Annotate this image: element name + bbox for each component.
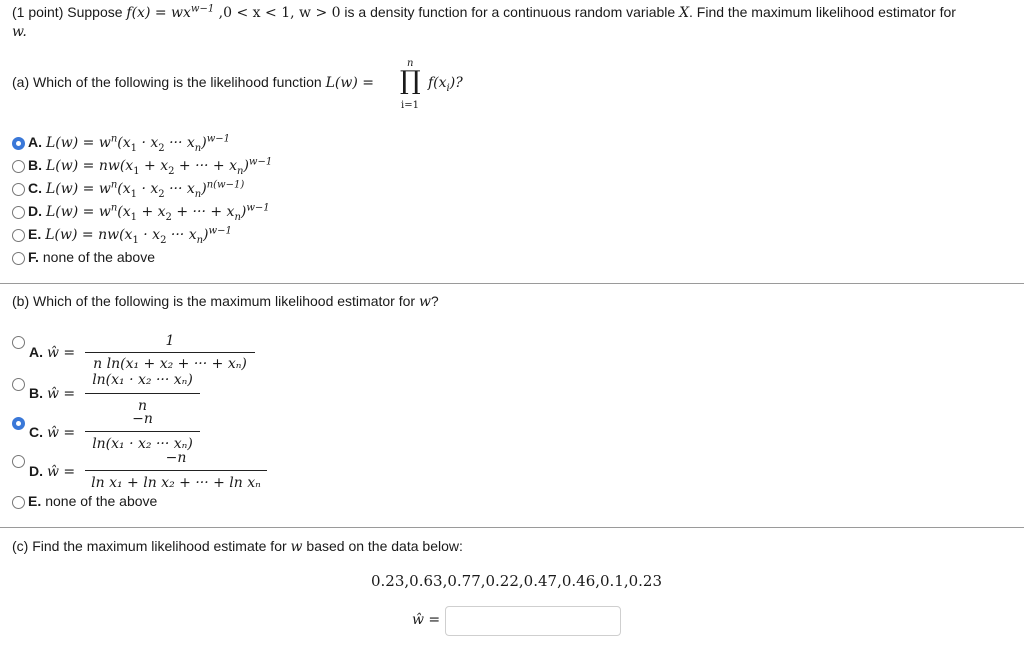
radio-button[interactable] <box>12 496 25 509</box>
radio-button[interactable] <box>12 455 25 468</box>
part-a-option-c[interactable]: C. $L(w) = w^n(x_1 \cdot x_2$ ··· $x_n)^{n(w-1)}$ <box>12 180 244 197</box>
radio-button[interactable] <box>12 160 25 173</box>
fraction-numerator: ln(x₁ · x₂ ··· xₙ) <box>92 372 193 388</box>
part-b-question: (b) Which of the following is the maximum likelihood estimator for w? <box>12 293 439 310</box>
option-letter: B. ŵ = <box>29 385 76 402</box>
divider <box>0 527 1024 528</box>
radio-button[interactable] <box>12 229 25 242</box>
option-letter: C. ŵ = <box>29 424 76 441</box>
data-values: 0.23,0.63,0.77,0.22,0.47,0.46,0.1,0.23 <box>371 572 663 590</box>
fraction-bar <box>85 393 200 394</box>
fraction-denominator: ln(x₁ · x₂ ··· xₙ) <box>92 436 193 452</box>
part-a-option-a[interactable]: A. $L(w) = w^n(x_1 \cdot x_2$ ··· $x_n)^{w-1}$ <box>12 134 230 151</box>
fraction-numerator: −n <box>132 411 153 427</box>
fraction-bar <box>85 352 255 353</box>
option-letter: D. ŵ = <box>29 463 76 480</box>
problem-statement: (1 point) Suppose $f(x) = wx^{w-1}$ ,0 < x < 1, w > 0 is a density function for a continuous random variable X. Find the maximum likelihood estimator for <box>12 3 956 21</box>
product-symbol: ∏ <box>400 66 421 96</box>
radio-button[interactable] <box>12 252 25 265</box>
answer-input[interactable] <box>445 606 621 636</box>
answer-label: ŵ = <box>412 612 441 628</box>
fraction-denominator: ln x₁ + ln x₂ + ··· + ln xₙ <box>91 475 261 491</box>
fraction-bar <box>85 470 267 471</box>
part-a-option-b[interactable]: B. $L(w) = nw(x_1 + x_2$ + ··· + $x_n)^{w-1}$ <box>12 157 272 174</box>
fraction-denominator: n ln(x₁ + x₂ + ··· + xₙ) <box>93 356 247 372</box>
radio-button[interactable] <box>12 417 25 430</box>
part-a-option-d[interactable]: D. $L(w) = w^n(x_1 + x_2$ + ··· + $x_n)^{w-1}$ <box>12 203 270 220</box>
fraction-numerator: 1 <box>165 333 175 349</box>
fraction-numerator: −n <box>165 450 187 466</box>
part-a-option-f[interactable]: F. none of the above <box>12 249 155 265</box>
radio-button[interactable] <box>12 137 25 150</box>
option-letter: A. ŵ = <box>29 344 76 361</box>
problem-statement-line2: w. <box>12 24 27 40</box>
part-a-question: (a) Which of the following is the likelihood function L(w) = <box>12 74 374 91</box>
product-upper-limit: n <box>407 58 414 69</box>
radio-button[interactable] <box>12 206 25 219</box>
fraction-denominator: n <box>137 398 148 414</box>
radio-button[interactable] <box>12 336 25 349</box>
divider <box>0 283 1024 284</box>
part-a-option-e[interactable]: E. $L(w) = nw(x_1 \cdot x_2$ ··· $x_n)^{w-1}$ <box>12 226 232 243</box>
fraction-bar <box>85 431 200 432</box>
product-lower-limit: i=1 <box>401 100 419 111</box>
part-c-question: (c) Find the maximum likelihood estimate for w based on the data below: <box>12 538 463 555</box>
radio-button[interactable] <box>12 378 25 391</box>
radio-button[interactable] <box>12 183 25 196</box>
part-b-option-e[interactable]: E. none of the above <box>12 493 157 509</box>
product-term: $f(x_i)$? <box>428 75 463 94</box>
